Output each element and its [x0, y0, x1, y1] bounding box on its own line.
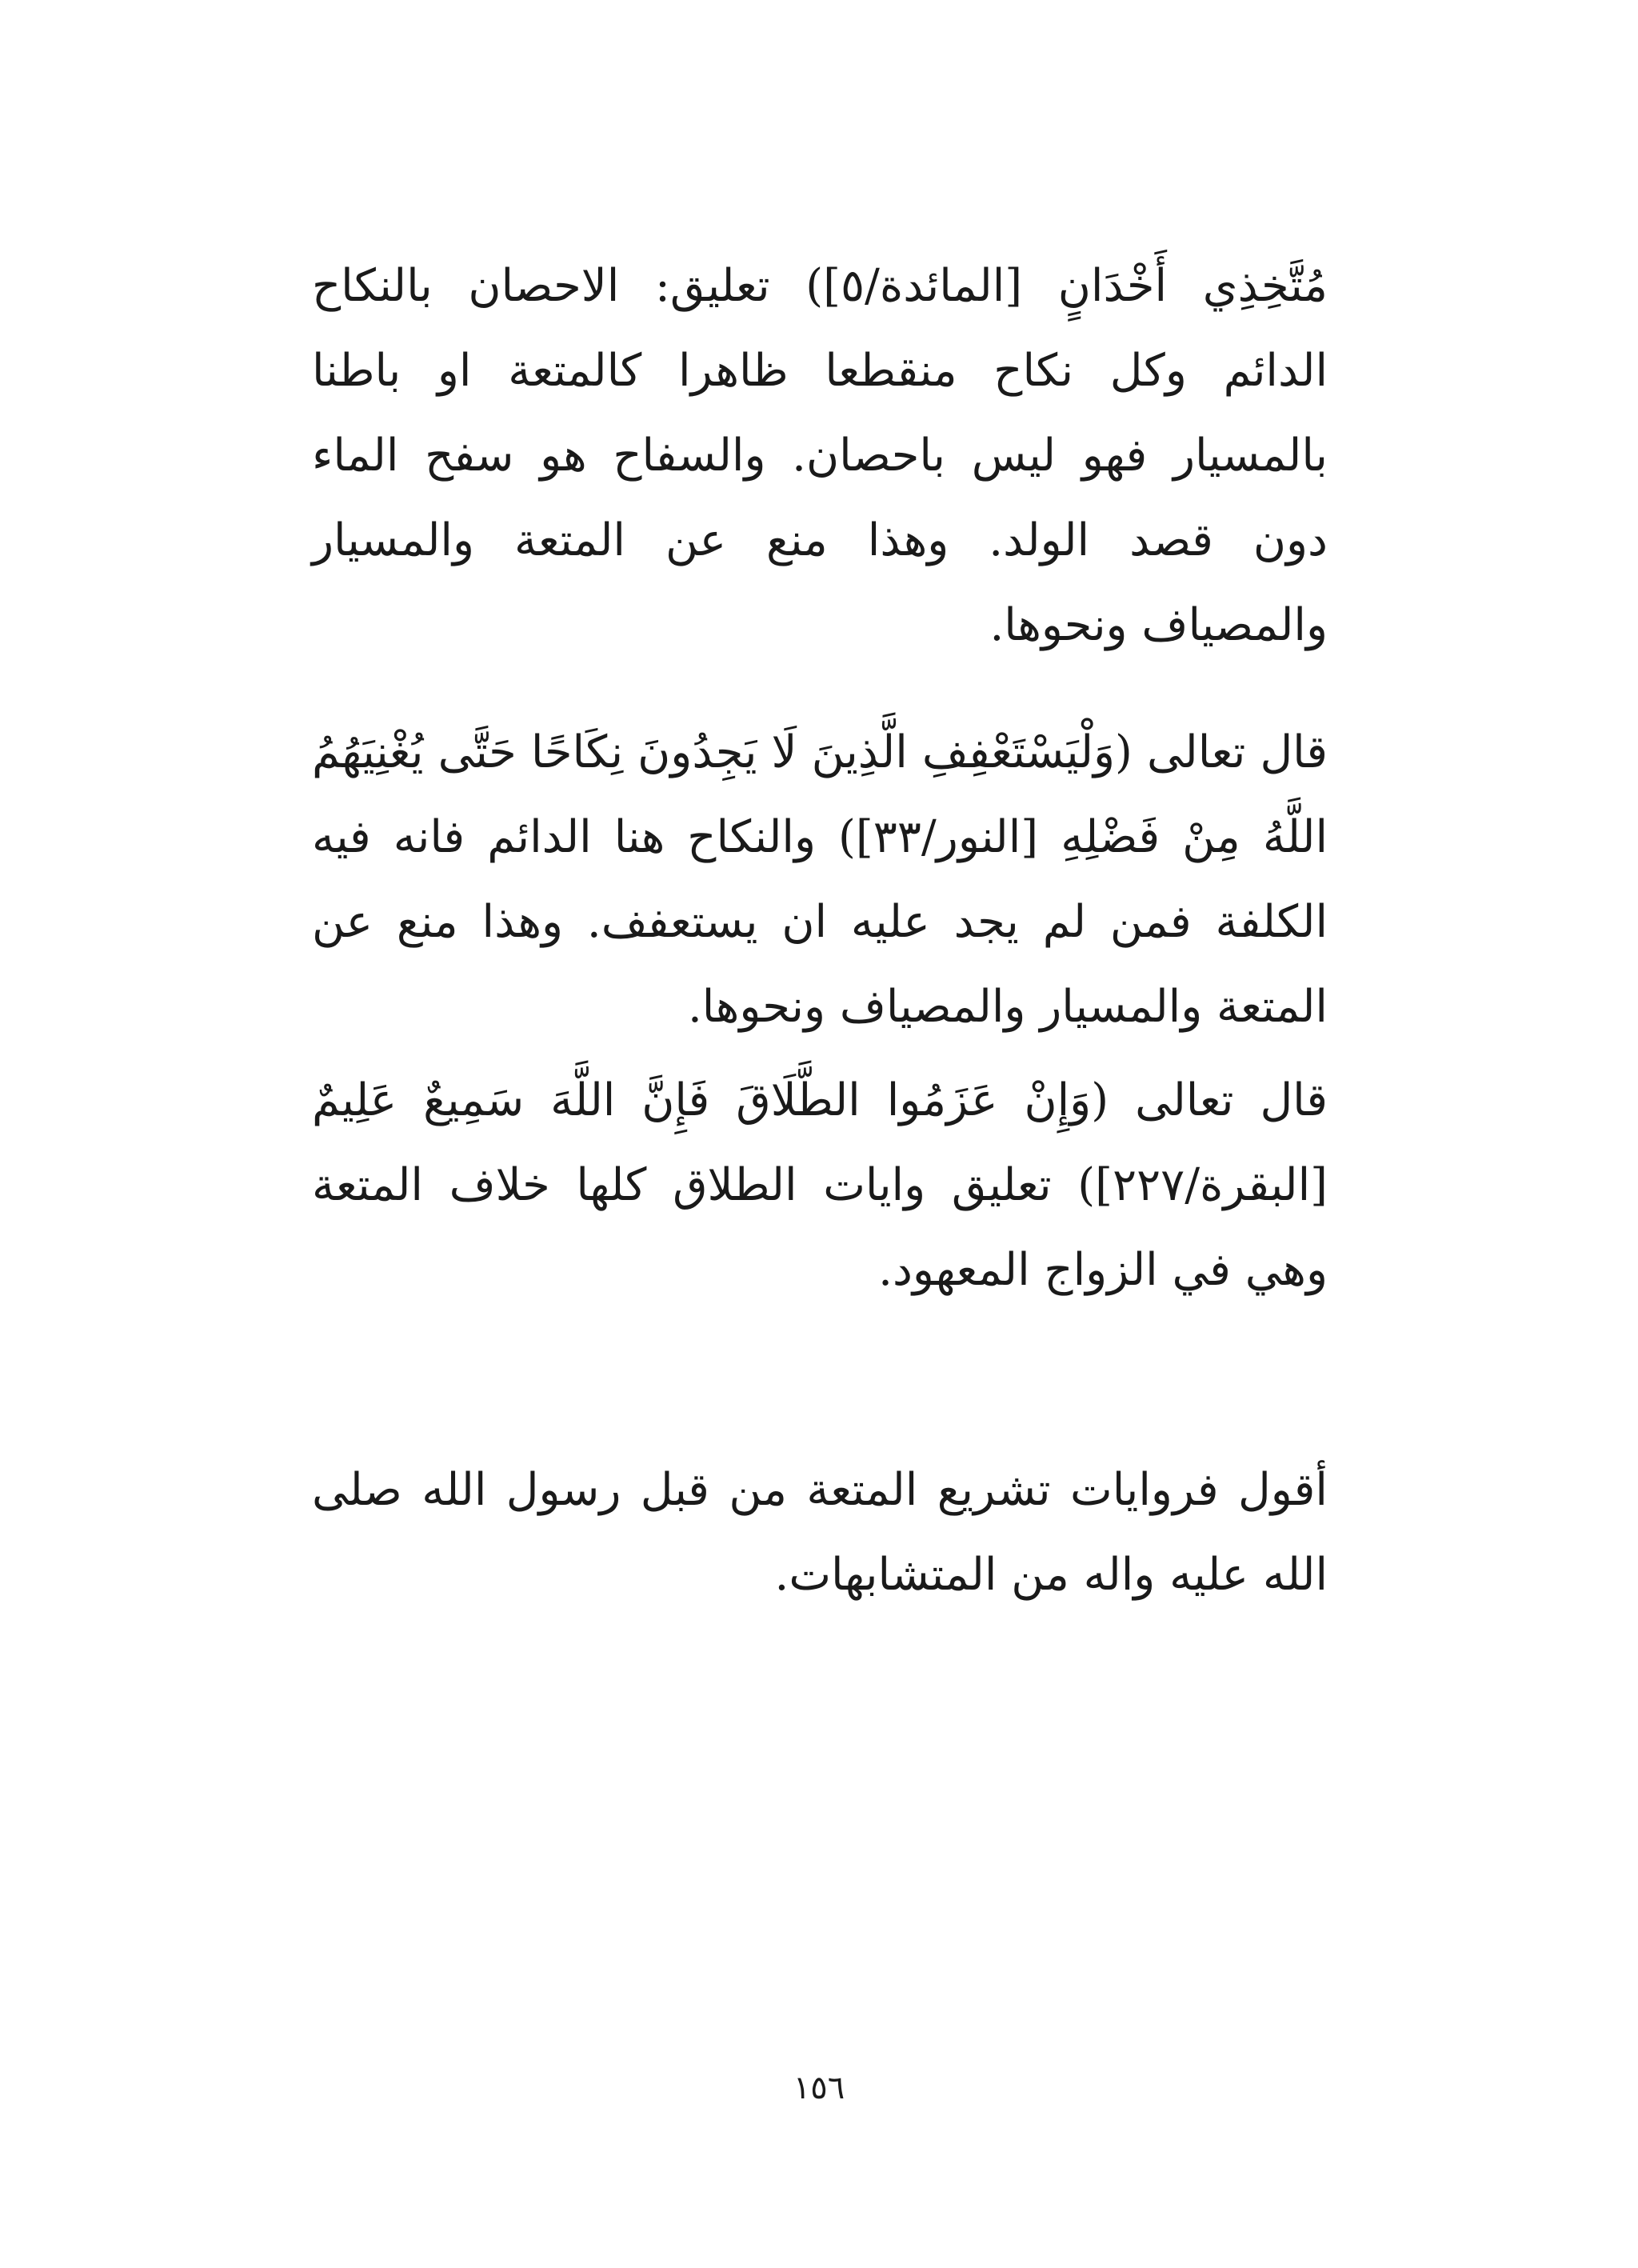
page-number: ١٥٦: [793, 2070, 845, 2106]
paragraph-4: أقول فروايات تشريع المتعة من قبل رسول الله صلى الله عليه واله من المتشابهات.: [312, 1464, 1328, 1601]
paragraph-1: مُتَّخِذِي أَخْدَانٍ [المائدة/٥]) تعليق: الاحصان بالنكاح الدائم وكل نكاح منقطعا ظاهرا كالمتعة او باطنا بالمسيار فهو ليس باحصان. والسفاح هو سفح الماء دون قصد الولد. وهذا منع عن المتعة والمسيار والمصياف ونحوها.: [312, 260, 1328, 651]
paragraph-3: قال تعالى (وَإِنْ عَزَمُوا الطَّلَاقَ فَإِنَّ اللَّهَ سَمِيعٌ عَلِيمٌ [البقرة/٢٢٧]) تعليق وايات الطلاق كلها خلاف المتعة وهي في الزواج المعهود.: [312, 1074, 1328, 1296]
paragraph-2: قال تعالى (وَلْيَسْتَعْفِفِ الَّذِينَ لَا يَجِدُونَ نِكَاحًا حَتَّى يُغْنِيَهُمُ اللَّهُ مِنْ فَضْلِهِ [النور/٣٣]) والنكاح هنا الدائم فانه فيه الكلفة فمن لم يجد عليه ان يستعفف. وهذا منع عن المتعة والمسيار والمصياف ونحوها.: [312, 726, 1328, 1033]
